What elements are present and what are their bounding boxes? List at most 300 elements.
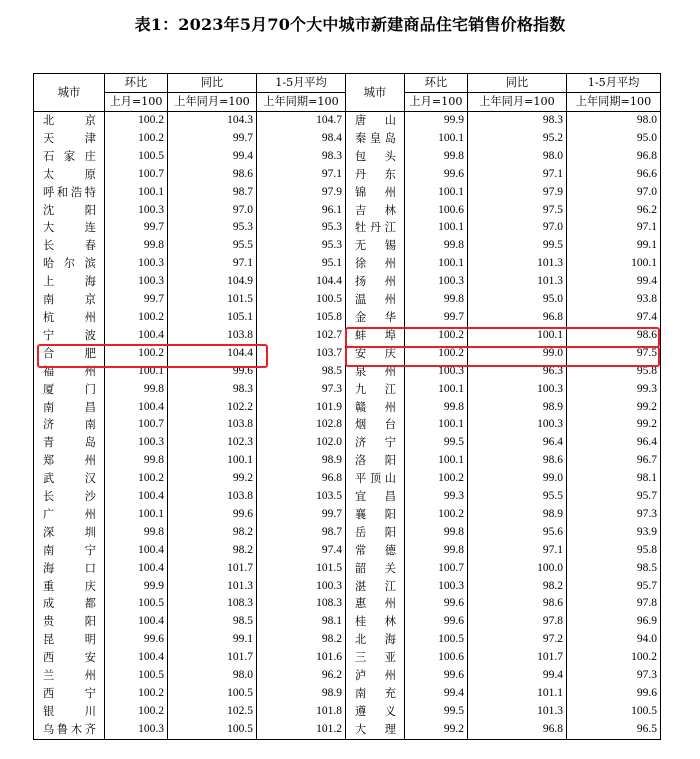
city-left: 广州 <box>34 506 105 524</box>
table-row <box>34 184 661 202</box>
avg-left: 96.8 <box>257 470 346 488</box>
yoy-left: 100.1 <box>168 452 257 470</box>
yoy-right: 100.0 <box>468 560 567 578</box>
mom-left: 100.5 <box>105 667 168 685</box>
table-row <box>34 363 661 381</box>
city-right: 温州 <box>346 291 405 309</box>
avg-left: 100.5 <box>257 291 346 309</box>
avg-left: 95.3 <box>257 219 346 237</box>
avg-left: 98.7 <box>257 524 346 542</box>
table-row <box>34 416 661 434</box>
avg-right: 96.5 <box>567 721 661 739</box>
avg-left: 101.6 <box>257 649 346 667</box>
avg-right: 98.6 <box>567 327 661 345</box>
avg-left: 102.0 <box>257 434 346 452</box>
mom-left: 100.2 <box>105 309 168 327</box>
yoy-right: 98.0 <box>468 148 567 166</box>
table-row <box>34 202 661 220</box>
yoy-left: 99.2 <box>168 470 257 488</box>
mom-right: 100.1 <box>405 130 468 148</box>
yoy-right: 98.6 <box>468 595 567 613</box>
yoy-right: 99.5 <box>468 237 567 255</box>
yoy-left: 101.7 <box>168 560 257 578</box>
avg-base-right: 上年同期=100 <box>567 93 661 112</box>
yoy-left: 97.0 <box>168 202 257 220</box>
mom-right: 100.1 <box>405 255 468 273</box>
avg-left: 97.4 <box>257 542 346 560</box>
yoy-right: 97.1 <box>468 542 567 560</box>
avg-left: 98.9 <box>257 452 346 470</box>
table-row <box>34 381 661 399</box>
avg-right: 95.8 <box>567 542 661 560</box>
city-left: 上海 <box>34 273 105 291</box>
city-right: 宜昌 <box>346 488 405 506</box>
city-header-right: 城市 <box>346 74 405 112</box>
yoy-left: 99.4 <box>168 148 257 166</box>
city-left: 乌鲁木齐 <box>34 721 105 739</box>
yoy-left: 100.5 <box>168 721 257 739</box>
avg-base-left: 上年同期=100 <box>257 93 346 112</box>
yoy-left: 103.8 <box>168 327 257 345</box>
city-left: 西宁 <box>34 685 105 703</box>
avg-left: 96.1 <box>257 202 346 220</box>
mom-right: 99.5 <box>405 434 468 452</box>
city-right: 岳阳 <box>346 524 405 542</box>
city-left: 重庆 <box>34 578 105 596</box>
avg-left: 98.1 <box>257 613 346 631</box>
yoy-left: 99.1 <box>168 631 257 649</box>
yoy-left: 95.3 <box>168 219 257 237</box>
avg-right: 99.6 <box>567 685 661 703</box>
city-right: 秦皇岛 <box>346 130 405 148</box>
yoy-right: 99.0 <box>468 345 567 363</box>
table-row <box>34 219 661 237</box>
mom-left: 100.3 <box>105 273 168 291</box>
yoy-right: 95.2 <box>468 130 567 148</box>
yoy-left: 97.1 <box>168 255 257 273</box>
yoy-right: 96.3 <box>468 363 567 381</box>
yoy-right: 101.3 <box>468 703 567 721</box>
mom-left: 99.8 <box>105 381 168 399</box>
city-right: 金华 <box>346 309 405 327</box>
mom-header-left: 环比 <box>105 74 168 93</box>
table-row <box>34 703 661 721</box>
city-right: 泉州 <box>346 363 405 381</box>
avg-right: 93.9 <box>567 524 661 542</box>
yoy-right: 97.8 <box>468 613 567 631</box>
yoy-right: 98.9 <box>468 399 567 417</box>
mom-left: 100.3 <box>105 721 168 739</box>
mom-left: 99.8 <box>105 452 168 470</box>
city-right: 徐州 <box>346 255 405 273</box>
mom-left: 100.5 <box>105 595 168 613</box>
city-header-left: 城市 <box>34 74 105 112</box>
mom-right: 100.6 <box>405 202 468 220</box>
table-row <box>34 112 661 130</box>
avg-right: 95.7 <box>567 578 661 596</box>
avg-left: 98.5 <box>257 363 346 381</box>
avg-right: 97.0 <box>567 184 661 202</box>
yoy-left: 95.5 <box>168 237 257 255</box>
avg-left: 104.7 <box>257 112 346 130</box>
avg-left: 101.9 <box>257 399 346 417</box>
yoy-left: 102.3 <box>168 434 257 452</box>
yoy-right: 97.2 <box>468 631 567 649</box>
yoy-left: 98.0 <box>168 667 257 685</box>
avg-left: 108.3 <box>257 595 346 613</box>
city-left: 银川 <box>34 703 105 721</box>
city-right: 唐山 <box>346 112 405 130</box>
yoy-left: 101.3 <box>168 578 257 596</box>
yoy-left: 99.7 <box>168 130 257 148</box>
yoy-right: 100.3 <box>468 381 567 399</box>
page-title: 表1：2023年5月70个大中城市新建商品住宅销售价格指数 <box>134 15 566 34</box>
mom-left: 100.2 <box>105 130 168 148</box>
avg-left: 103.5 <box>257 488 346 506</box>
city-right: 无锡 <box>346 237 405 255</box>
yoy-right: 98.2 <box>468 578 567 596</box>
yoy-left: 104.9 <box>168 273 257 291</box>
city-right: 遵义 <box>346 703 405 721</box>
mom-left: 100.4 <box>105 327 168 345</box>
avg-right: 96.2 <box>567 202 661 220</box>
city-left: 贵阳 <box>34 613 105 631</box>
city-right: 烟台 <box>346 416 405 434</box>
mom-left: 99.8 <box>105 237 168 255</box>
header-row-top <box>34 74 661 93</box>
table-row <box>34 291 661 309</box>
table-row <box>34 524 661 542</box>
city-left: 合肥 <box>34 345 105 363</box>
city-right: 湛江 <box>346 578 405 596</box>
avg-right: 97.3 <box>567 667 661 685</box>
avg-right: 97.8 <box>567 595 661 613</box>
mom-right: 99.6 <box>405 613 468 631</box>
table-row <box>34 506 661 524</box>
mom-right: 100.1 <box>405 219 468 237</box>
mom-right: 100.2 <box>405 506 468 524</box>
avg-right: 96.4 <box>567 434 661 452</box>
city-right: 平顶山 <box>346 470 405 488</box>
yoy-base-left: 上年同月=100 <box>168 93 257 112</box>
avg-left: 102.8 <box>257 416 346 434</box>
city-left: 沈阳 <box>34 202 105 220</box>
mom-right: 99.6 <box>405 667 468 685</box>
yoy-right: 99.4 <box>468 667 567 685</box>
yoy-left: 99.6 <box>168 506 257 524</box>
yoy-left: 98.5 <box>168 613 257 631</box>
mom-left: 100.5 <box>105 148 168 166</box>
yoy-header-left: 同比 <box>168 74 257 93</box>
city-right: 蚌埠 <box>346 327 405 345</box>
avg-right: 96.6 <box>567 166 661 184</box>
yoy-right: 100.1 <box>468 327 567 345</box>
mom-right: 99.8 <box>405 399 468 417</box>
yoy-left: 108.3 <box>168 595 257 613</box>
avg-right: 99.2 <box>567 399 661 417</box>
city-right: 大理 <box>346 721 405 739</box>
table-row <box>34 613 661 631</box>
mom-left: 100.1 <box>105 184 168 202</box>
mom-right: 100.1 <box>405 452 468 470</box>
table-body <box>34 112 661 740</box>
avg-right: 99.3 <box>567 381 661 399</box>
mom-right: 99.2 <box>405 721 468 739</box>
table-row <box>34 470 661 488</box>
yoy-right: 98.6 <box>468 452 567 470</box>
table-row <box>34 166 661 184</box>
yoy-right: 97.1 <box>468 166 567 184</box>
avg-left: 99.7 <box>257 506 346 524</box>
avg-header-left: 1-5月平均 <box>257 74 346 93</box>
city-right: 洛阳 <box>346 452 405 470</box>
table-row <box>34 452 661 470</box>
yoy-right: 95.5 <box>468 488 567 506</box>
yoy-left: 98.7 <box>168 184 257 202</box>
mom-right: 99.8 <box>405 291 468 309</box>
yoy-left: 98.2 <box>168 542 257 560</box>
table-row <box>34 488 661 506</box>
mom-right: 100.2 <box>405 345 468 363</box>
city-left: 郑州 <box>34 452 105 470</box>
table-row <box>34 434 661 452</box>
mom-left: 100.3 <box>105 255 168 273</box>
yoy-right: 96.8 <box>468 309 567 327</box>
table-row <box>34 649 661 667</box>
avg-right: 97.5 <box>567 345 661 363</box>
avg-right: 96.8 <box>567 148 661 166</box>
avg-right: 99.1 <box>567 237 661 255</box>
avg-right: 95.7 <box>567 488 661 506</box>
yoy-left: 99.6 <box>168 363 257 381</box>
yoy-right: 99.0 <box>468 470 567 488</box>
avg-left: 98.2 <box>257 631 346 649</box>
city-right: 包头 <box>346 148 405 166</box>
mom-left: 100.4 <box>105 488 168 506</box>
city-right: 三亚 <box>346 649 405 667</box>
table-row <box>34 148 661 166</box>
yoy-left: 101.7 <box>168 649 257 667</box>
city-left: 厦门 <box>34 381 105 399</box>
yoy-right: 97.9 <box>468 184 567 202</box>
yoy-left: 104.3 <box>168 112 257 130</box>
avg-right: 97.4 <box>567 309 661 327</box>
city-left: 武汉 <box>34 470 105 488</box>
mom-right: 99.7 <box>405 309 468 327</box>
mom-right: 100.2 <box>405 327 468 345</box>
mom-left: 99.7 <box>105 291 168 309</box>
city-left: 兰州 <box>34 667 105 685</box>
avg-right: 95.0 <box>567 130 661 148</box>
city-left: 深圳 <box>34 524 105 542</box>
city-left: 青岛 <box>34 434 105 452</box>
avg-left: 98.3 <box>257 148 346 166</box>
yoy-left: 103.8 <box>168 488 257 506</box>
table-row <box>34 345 661 363</box>
mom-base-right: 上月=100 <box>405 93 468 112</box>
table-row <box>34 130 661 148</box>
avg-left: 97.1 <box>257 166 346 184</box>
city-left: 杭州 <box>34 309 105 327</box>
city-right: 安庆 <box>346 345 405 363</box>
mom-right: 99.6 <box>405 595 468 613</box>
city-left: 南宁 <box>34 542 105 560</box>
yoy-left: 102.2 <box>168 399 257 417</box>
city-right: 襄阳 <box>346 506 405 524</box>
mom-right: 100.3 <box>405 578 468 596</box>
city-left: 西安 <box>34 649 105 667</box>
city-left: 福州 <box>34 363 105 381</box>
avg-left: 103.7 <box>257 345 346 363</box>
table-row <box>34 560 661 578</box>
mom-right: 99.9 <box>405 112 468 130</box>
yoy-header-right: 同比 <box>468 74 567 93</box>
avg-left: 98.4 <box>257 130 346 148</box>
avg-left: 100.3 <box>257 578 346 596</box>
yoy-right: 96.8 <box>468 721 567 739</box>
mom-left: 100.1 <box>105 506 168 524</box>
city-right: 丹东 <box>346 166 405 184</box>
city-left: 昆明 <box>34 631 105 649</box>
table-row <box>34 721 661 739</box>
mom-left: 99.9 <box>105 578 168 596</box>
mom-left: 100.2 <box>105 703 168 721</box>
mom-right: 100.3 <box>405 273 468 291</box>
yoy-left: 98.6 <box>168 166 257 184</box>
table-row <box>34 578 661 596</box>
avg-left: 101.5 <box>257 560 346 578</box>
city-left: 太原 <box>34 166 105 184</box>
table-row <box>34 631 661 649</box>
avg-right: 96.9 <box>567 613 661 631</box>
city-left: 呼和浩特 <box>34 184 105 202</box>
yoy-right: 98.9 <box>468 506 567 524</box>
mom-left: 100.2 <box>105 470 168 488</box>
city-right: 常德 <box>346 542 405 560</box>
mom-right: 99.3 <box>405 488 468 506</box>
city-right: 南充 <box>346 685 405 703</box>
table-row <box>34 595 661 613</box>
mom-left: 100.2 <box>105 685 168 703</box>
avg-left: 102.7 <box>257 327 346 345</box>
city-right: 韶关 <box>346 560 405 578</box>
yoy-left: 98.3 <box>168 381 257 399</box>
avg-header-right: 1-5月平均 <box>567 74 661 93</box>
city-right: 牡丹江 <box>346 219 405 237</box>
city-right: 赣州 <box>346 399 405 417</box>
city-left: 宁波 <box>34 327 105 345</box>
yoy-right: 95.6 <box>468 524 567 542</box>
table-row <box>34 542 661 560</box>
avg-right: 100.1 <box>567 255 661 273</box>
city-left: 海口 <box>34 560 105 578</box>
mom-left: 100.3 <box>105 202 168 220</box>
mom-right: 99.6 <box>405 166 468 184</box>
mom-left: 100.7 <box>105 166 168 184</box>
yoy-left: 98.2 <box>168 524 257 542</box>
mom-right: 100.1 <box>405 416 468 434</box>
yoy-right: 97.0 <box>468 219 567 237</box>
yoy-right: 96.4 <box>468 434 567 452</box>
avg-right: 97.3 <box>567 506 661 524</box>
mom-left: 100.7 <box>105 416 168 434</box>
avg-right: 93.8 <box>567 291 661 309</box>
avg-right: 98.1 <box>567 470 661 488</box>
yoy-right: 101.3 <box>468 273 567 291</box>
city-left: 长沙 <box>34 488 105 506</box>
mom-left: 100.4 <box>105 542 168 560</box>
avg-left: 105.8 <box>257 309 346 327</box>
table-row <box>34 399 661 417</box>
yoy-right: 95.0 <box>468 291 567 309</box>
avg-left: 98.9 <box>257 685 346 703</box>
mom-right: 99.8 <box>405 237 468 255</box>
yoy-left: 105.1 <box>168 309 257 327</box>
mom-left: 99.8 <box>105 524 168 542</box>
city-left: 南昌 <box>34 399 105 417</box>
city-right: 惠州 <box>346 595 405 613</box>
city-left: 大连 <box>34 219 105 237</box>
avg-left: 101.2 <box>257 721 346 739</box>
mom-right: 99.8 <box>405 542 468 560</box>
table-row <box>34 327 661 345</box>
yoy-right: 101.1 <box>468 685 567 703</box>
city-right: 锦州 <box>346 184 405 202</box>
city-left: 成都 <box>34 595 105 613</box>
city-right: 九江 <box>346 381 405 399</box>
avg-right: 96.7 <box>567 452 661 470</box>
mom-right: 100.6 <box>405 649 468 667</box>
avg-right: 97.1 <box>567 219 661 237</box>
yoy-base-right: 上年同月=100 <box>468 93 567 112</box>
mom-base-left: 上月=100 <box>105 93 168 112</box>
avg-right: 99.4 <box>567 273 661 291</box>
table-row <box>34 667 661 685</box>
table-row <box>34 685 661 703</box>
avg-right: 98.5 <box>567 560 661 578</box>
table-row <box>34 255 661 273</box>
mom-right: 100.5 <box>405 631 468 649</box>
mom-right: 99.4 <box>405 685 468 703</box>
avg-left: 101.8 <box>257 703 346 721</box>
mom-left: 100.4 <box>105 649 168 667</box>
mom-left: 99.6 <box>105 631 168 649</box>
mom-right: 99.5 <box>405 703 468 721</box>
mom-right: 99.8 <box>405 524 468 542</box>
avg-left: 96.2 <box>257 667 346 685</box>
avg-left: 104.4 <box>257 273 346 291</box>
yoy-left: 103.8 <box>168 416 257 434</box>
table-row <box>34 237 661 255</box>
mom-right: 100.1 <box>405 184 468 202</box>
mom-right: 100.3 <box>405 363 468 381</box>
yoy-right: 97.5 <box>468 202 567 220</box>
yoy-left: 100.5 <box>168 685 257 703</box>
mom-left: 100.1 <box>105 363 168 381</box>
mom-left: 100.4 <box>105 399 168 417</box>
city-right: 北海 <box>346 631 405 649</box>
yoy-left: 104.4 <box>168 345 257 363</box>
yoy-right: 101.3 <box>468 255 567 273</box>
city-left: 北京 <box>34 112 105 130</box>
yoy-right: 101.7 <box>468 649 567 667</box>
mom-left: 100.4 <box>105 560 168 578</box>
avg-right: 100.5 <box>567 703 661 721</box>
city-left: 哈尔滨 <box>34 255 105 273</box>
yoy-left: 102.5 <box>168 703 257 721</box>
avg-right: 98.0 <box>567 112 661 130</box>
mom-right: 100.1 <box>405 381 468 399</box>
